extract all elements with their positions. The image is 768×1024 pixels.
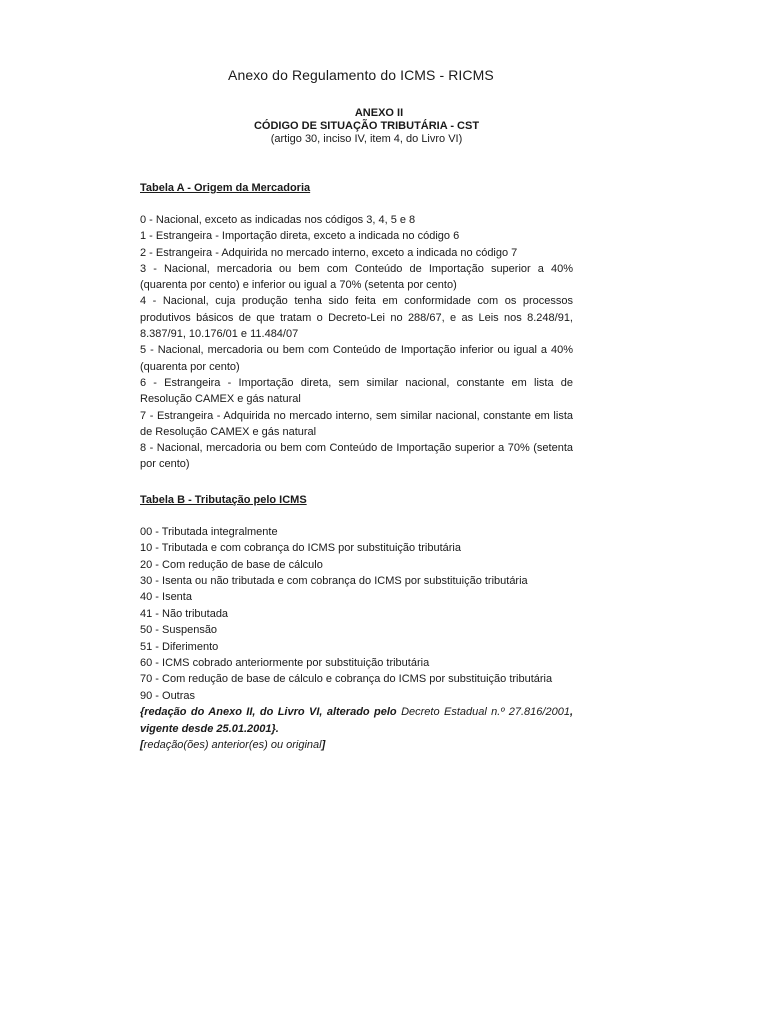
document-title: Anexo do Regulamento do ICMS - RICMS <box>228 67 494 83</box>
annex-header <box>140 107 573 146</box>
amendment-close: }. <box>271 722 279 735</box>
list-item: 30 - Isenta ou não tributada e com cobrança do ICMS por substituição tributária <box>140 574 528 587</box>
list-item: 51 - Diferimento <box>140 640 219 653</box>
list-item: 70 - Com redução de base de cálculo e cobrança do ICMS por substituição tributária <box>140 673 553 686</box>
annex-name: CÓDIGO DE SITUAÇÃO TRIBUTÁRIA - CST <box>253 120 480 132</box>
table-b-list <box>140 524 573 704</box>
annex-number: ANEXO II <box>354 107 404 119</box>
list-item: 00 - Tributada integralmente <box>140 525 278 538</box>
previous-versions-open: [ <box>140 738 144 751</box>
table-a-title: Tabela A - Origem da Mercadoria <box>140 182 311 194</box>
list-item: 0 - Nacional, exceto as indicadas nos códigos 3, 4, 5 e 8 <box>140 214 416 226</box>
amendment-text: redação do Anexo II, do Livro VI, alterado pelo <box>144 706 397 719</box>
list-item: 1 - Estrangeira - Importação direta, exceto a indicada no código 6 <box>140 230 460 243</box>
list-item: 90 - Outras <box>140 689 196 702</box>
list-item: 2 - Estrangeira - Adquirida no mercado interno, exceto a indicada no código 7 <box>140 246 518 259</box>
previous-versions-close: ] <box>321 738 326 751</box>
annex-reference: (artigo 30, inciso IV, item 4, do Livro VI) <box>270 133 463 145</box>
list-item: 50 - Suspensão <box>140 624 218 637</box>
list-item: 8 - Nacional, mercadoria ou bem com Conteúdo de Importação superior a 70% (setenta por cento) <box>140 442 573 471</box>
previous-versions-link[interactable]: redação(ões) anterior(es) ou original <box>143 738 322 751</box>
previous-versions <box>140 737 573 753</box>
list-item: 6 - Estrangeira - Importação direta, sem similar nacional, constante em lista de Resolução CAMEX e gás natural <box>140 376 573 406</box>
table-a-list <box>140 212 573 473</box>
amendment-note <box>140 704 573 737</box>
list-item: 10 - Tributada e com cobrança do ICMS por substituição tributária <box>140 542 461 555</box>
table-b-title: Tabela B - Tributação pelo ICMS <box>140 493 307 506</box>
list-item: 40 - Isenta <box>140 591 192 604</box>
list-item: 41 - Não tributada <box>140 607 229 620</box>
list-item: 5 - Nacional, mercadoria ou bem com Conteúdo de Importação inferior ou igual a 40% (quarenta por cento) <box>140 344 573 373</box>
list-item: 60 - ICMS cobrado anteriormente por substituição tributária <box>140 657 430 669</box>
amendment-effective: , vigente desde 25.01.2001 <box>140 706 574 735</box>
list-item: 7 - Estrangeira - Adquirida no mercado interno, sem similar nacional, constante em lista de Resolução CAMEX e gás natural <box>140 409 573 438</box>
list-item: 3 - Nacional, mercadoria ou bem com Conteúdo de Importação superior a 40% (quarenta por cento) e inferior ou igual a 70% (setenta por cento) <box>140 262 573 292</box>
list-item: 20 - Com redução de base de cálculo <box>140 558 323 571</box>
amendment-open-brace: { <box>140 706 145 719</box>
list-item: 4 - Nacional, cuja produção tenha sido feita em conformidade com os processos produtivos básicos de que tratam o Decreto-Lei no 288/67, e as Leis nos 8.248/91, 8.387/91, 10.176/01 e 11.484/07 <box>140 295 573 341</box>
decree-link[interactable]: Decreto Estadual n.º 27.816/2001 <box>401 706 570 719</box>
document-page <box>140 62 573 753</box>
